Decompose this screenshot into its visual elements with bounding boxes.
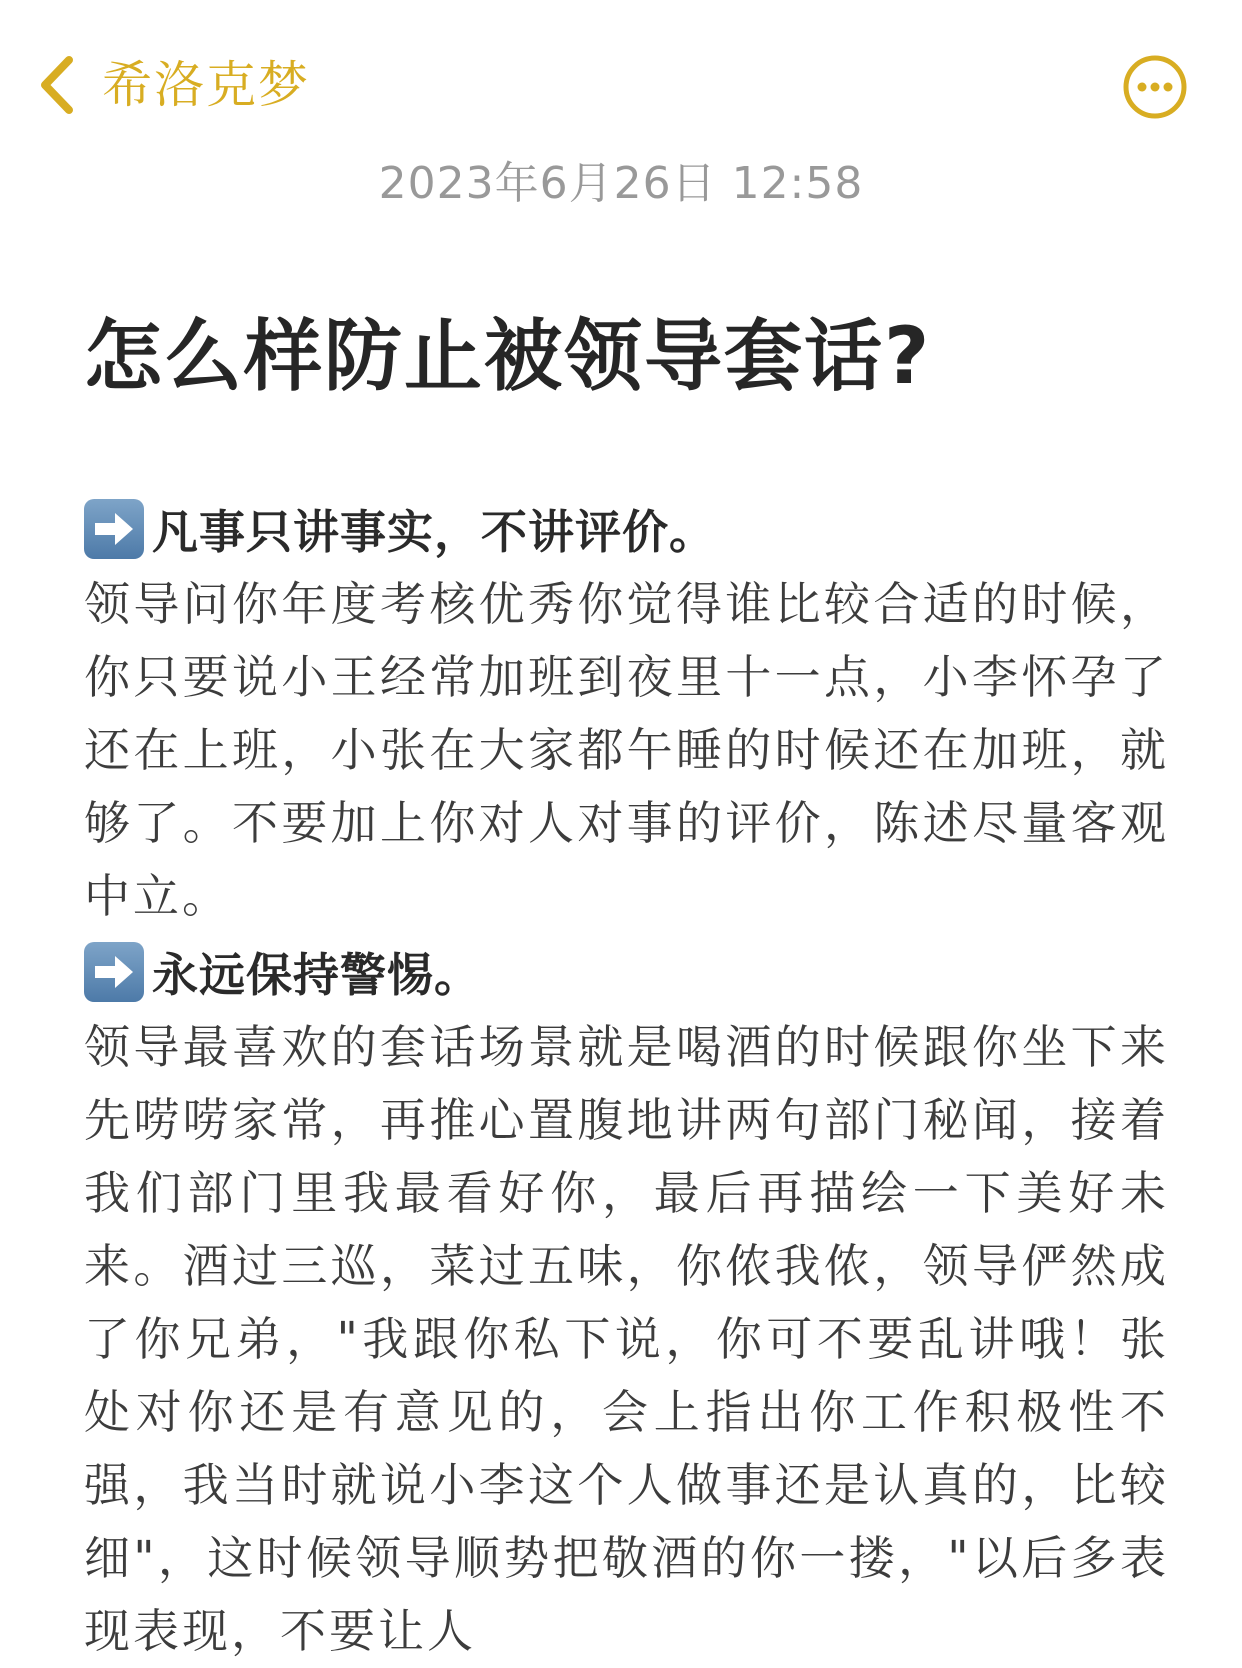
section-paragraph: 领导问你年度考核优秀你觉得谁比较合适的时候，你只要说小王经常加班到夜里十一点，小李怀孕了还在上班，小张在大家都午睡的时候还在加班，就够了。不要加上你对人对事的评价，陈述尽量客观中立。 xyxy=(84,577,1169,923)
section-heading-text: 凡事只讲事实，不讲评价。 xyxy=(152,505,716,559)
chevron-left-icon xyxy=(36,54,76,116)
section-heading-text: 永远保持警惕。 xyxy=(152,948,481,1002)
section-heading xyxy=(84,490,1169,568)
note-body[interactable] xyxy=(84,490,1169,1668)
back-button-label: 希洛克梦 xyxy=(102,56,310,114)
section-paragraph: 领导最喜欢的套话场景就是喝酒的时候跟你坐下来先唠唠家常，再推心置腹地讲两句部门秘闻，接着我们部门里我最看好你，最后再描绘一下美好未来。酒过三巡，菜过五味，你侬我侬，领导俨然成了你兄弟，"我跟你私下说，你可不要乱讲哦！张处对你还是有意见的，会上指出你工作积极性不强，我当时就说小李这个人做事还是认真的，比较细"，这时候领导顺势把敬酒的你一搂，"以后多表现表现，不要让人 xyxy=(84,1020,1169,1658)
back-button[interactable] xyxy=(36,50,310,120)
navigation-bar xyxy=(0,0,1242,150)
arrow-right-emoji-icon xyxy=(84,499,144,559)
note-timestamp: 2023年6月26日 12:58 xyxy=(378,158,864,209)
more-icon xyxy=(1122,54,1188,120)
section-heading xyxy=(84,933,1169,1011)
arrow-right-emoji-icon xyxy=(84,942,144,1002)
more-options-button[interactable] xyxy=(1122,54,1188,120)
note-title: 怎么样防止被领导套话? xyxy=(84,312,932,402)
